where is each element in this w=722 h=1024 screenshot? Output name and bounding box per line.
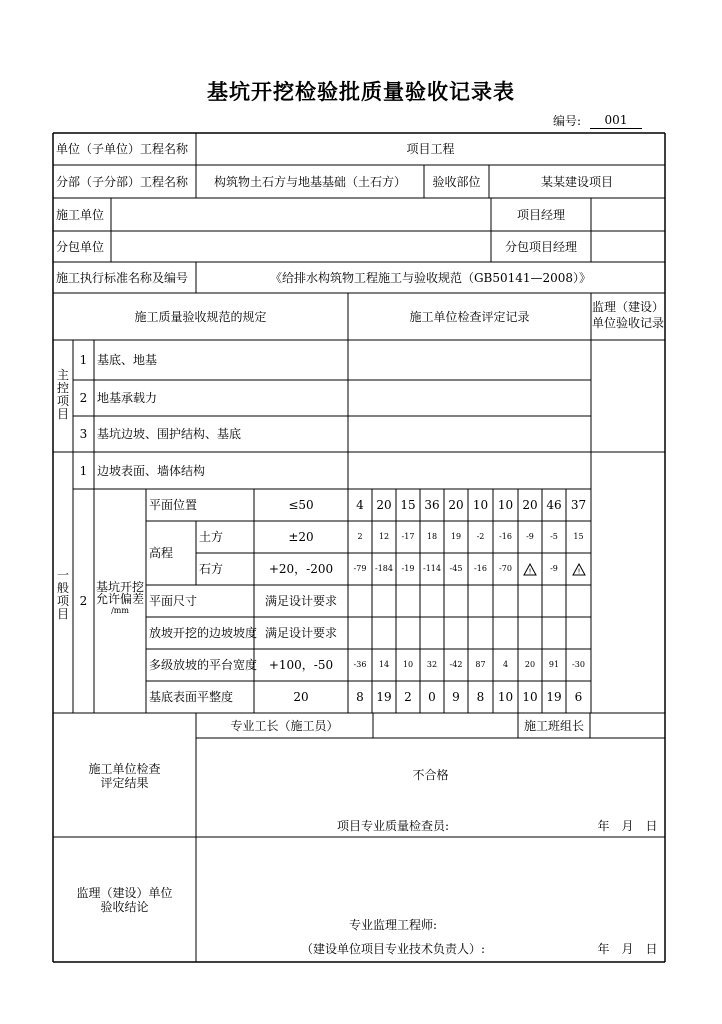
measured-value: -70: [499, 564, 512, 573]
deviation-item-name: 放坡开挖的边坡坡度: [149, 626, 258, 640]
general-items-label: 一: [56, 567, 69, 582]
measured-value: -79: [353, 564, 367, 573]
measured-value: 10: [402, 660, 414, 669]
measured-value: -2: [476, 532, 485, 541]
main-items-label: 项: [56, 393, 69, 408]
supervision-label: 监理（建设）单位: [76, 886, 173, 900]
owner-representative-label: （建设单位项目专业技术负责人）:: [300, 942, 486, 956]
code-value: 001: [590, 112, 642, 129]
warning-triangle-icon: [523, 563, 537, 576]
measured-value: 0: [428, 690, 436, 704]
general-item-number: 1: [79, 463, 88, 478]
elevation-subtype: 土方: [199, 530, 224, 544]
svg-text:!: !: [528, 567, 532, 575]
measured-value: 19: [450, 532, 462, 541]
team-leader-label: 施工班组长: [523, 718, 584, 733]
svg-text:!: !: [577, 567, 580, 575]
elevation-subtype: 石方: [199, 562, 224, 576]
measured-value: 91: [548, 660, 560, 669]
measured-value: 46: [546, 498, 562, 512]
deviation-item-name: 基底表面平整度: [149, 690, 234, 704]
acceptance-part-value: 某某建设项目: [540, 174, 613, 189]
measured-value: -17: [401, 532, 415, 541]
tolerance-value: 20: [293, 690, 309, 704]
general-items-label: 般: [56, 580, 69, 595]
measured-value: 4: [356, 498, 364, 512]
tolerance-value: ±20: [288, 530, 314, 544]
general-item-number: 2: [79, 594, 88, 608]
standard-value: 《给排水构筑物工程施工与验收规范（GB50141—2008）》: [269, 270, 592, 285]
measured-value: 19: [376, 690, 392, 704]
subunit-name-value: 构筑物土石方与地基基础（土石方）: [213, 174, 406, 189]
measured-value: 8: [356, 690, 364, 704]
elevation-label: 高程: [149, 546, 174, 560]
supervision-date: 年 月 日: [597, 942, 658, 956]
measured-value: 4: [502, 660, 509, 669]
warning-triangle-icon: [572, 563, 586, 576]
foreman-label: 专业工长（施工员）: [230, 718, 339, 733]
measured-value: -16: [474, 564, 487, 573]
subunit-name-label: 分部（子分部）工程名称: [56, 174, 189, 189]
standard-label: 施工执行标准名称及编号: [56, 270, 189, 285]
measured-value: 15: [573, 532, 584, 541]
measured-value: 32: [426, 660, 438, 669]
main-item-text: 地基承载力: [97, 391, 158, 405]
supervisor-column-header: 单位验收记录: [591, 315, 664, 330]
deviation-group-label: 允许偏差: [95, 591, 144, 606]
construction-check-label: 评定结果: [100, 776, 149, 790]
measured-value: -19: [401, 564, 415, 573]
warning-triangle-icon: [566, 553, 591, 585]
measured-value: 12: [378, 532, 390, 541]
measured-value: -16: [499, 532, 512, 541]
deviation-item-name: 多级放坡的平台宽度: [149, 658, 258, 672]
measured-value: 20: [522, 498, 538, 512]
supervising-engineer-label: 专业监理工程师:: [348, 918, 438, 932]
deviation-group-label: /mm: [111, 605, 129, 615]
main-items-label: 主: [56, 367, 69, 382]
deviation-item-name: 平面位置: [149, 498, 198, 512]
general-items-label: 目: [56, 606, 69, 621]
measured-value: 14: [378, 660, 390, 669]
measured-value: 9: [452, 690, 460, 704]
supervisor-column-header: 监理（建设）: [591, 299, 664, 314]
deviation-group-label: 基坑开挖: [95, 579, 144, 594]
measured-value: 37: [570, 498, 587, 512]
measured-value: 15: [400, 498, 416, 512]
construction-date: 年 月 日: [597, 819, 658, 833]
main-item-number: 2: [79, 391, 88, 405]
measured-value: 18: [426, 532, 438, 541]
tolerance-value: +20，-200: [268, 562, 334, 576]
quality-inspector-label: 项目专业质量检查员:: [336, 819, 450, 833]
sub-project-manager-label: 分包项目经理: [504, 239, 577, 254]
code-label: 编号:: [553, 114, 582, 128]
measured-value: -30: [572, 660, 585, 669]
check-result: 不合格: [412, 768, 449, 782]
measured-value: 2: [404, 690, 412, 704]
record-column-header: 施工单位检查评定记录: [409, 309, 530, 324]
acceptance-part-label: 验收部位: [432, 174, 481, 189]
measured-value: -5: [550, 532, 558, 541]
measured-value: 10: [497, 498, 514, 512]
main-item-text: 基底、地基: [97, 353, 158, 367]
warning-triangle-icon: [518, 553, 542, 585]
main-item-text: 基坑边坡、围护结构、基底: [97, 427, 242, 441]
measured-value: -36: [353, 660, 367, 669]
spec-column-header: 施工质量验收规范的规定: [134, 309, 267, 324]
measured-value: 20: [524, 660, 536, 669]
measured-value: 10: [472, 498, 489, 512]
measured-value: -45: [449, 564, 463, 573]
measured-value: -114: [423, 564, 441, 573]
main-item-number: 3: [79, 427, 88, 441]
tolerance-value: 满足设计要求: [264, 626, 337, 640]
measured-value: -9: [526, 532, 534, 541]
measured-value: 2: [357, 532, 363, 541]
measured-value: 10: [522, 690, 538, 704]
measured-value: 87: [475, 660, 486, 669]
measured-value: 36: [424, 498, 440, 512]
measured-value: -184: [375, 564, 393, 573]
main-items-label: 目: [56, 406, 69, 421]
measured-value: 20: [376, 498, 392, 512]
construction-check-label: 施工单位检查: [88, 762, 161, 776]
unit-name-label: 单位（子单位）工程名称: [56, 142, 189, 156]
deviation-item-name: 平面尺寸: [149, 594, 198, 608]
measured-value: 20: [448, 498, 464, 512]
measured-value: 19: [546, 690, 562, 704]
measured-value: -42: [449, 660, 463, 669]
page-title: 基坑开挖检验批质量验收记录表: [207, 80, 515, 104]
project-manager-label: 项目经理: [516, 207, 565, 222]
measured-value: -9: [550, 564, 558, 573]
measured-value: 10: [497, 690, 514, 704]
measured-value: 8: [476, 690, 485, 704]
general-items-label: 项: [56, 593, 69, 608]
general-item-text: 边坡表面、墙体结构: [97, 463, 206, 478]
contractor-label: 施工单位: [56, 207, 105, 222]
tolerance-value: +100，-50: [268, 658, 334, 672]
subcontractor-label: 分包单位: [56, 239, 105, 254]
main-items-label: 控: [56, 380, 69, 395]
unit-name-value: 项目工程: [406, 142, 455, 156]
tolerance-value: ≤50: [288, 498, 314, 512]
supervision-label: 验收结论: [100, 900, 149, 914]
measured-value: 6: [574, 690, 583, 704]
tolerance-value: 满足设计要求: [264, 594, 337, 608]
main-item-number: 1: [79, 353, 88, 367]
